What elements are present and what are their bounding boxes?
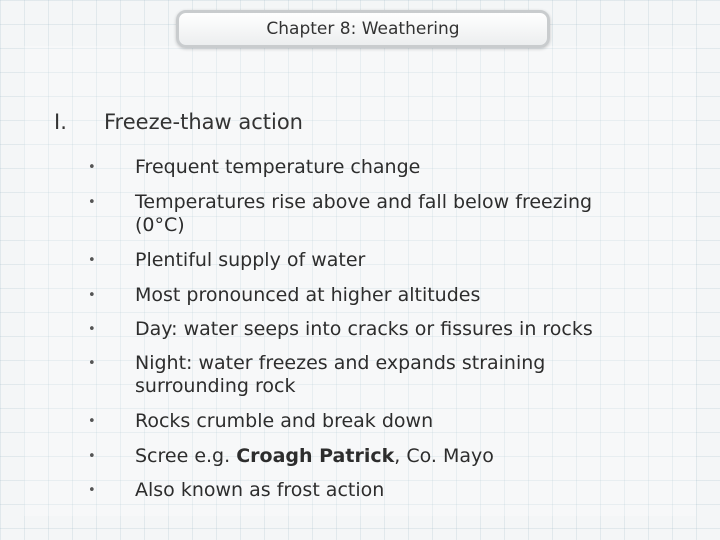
- bullet-icon: •: [88, 414, 96, 429]
- section-heading: Freeze-thaw action: [104, 110, 303, 134]
- bullet-text-prefix: Scree e.g.: [135, 445, 237, 467]
- title-bar: [176, 10, 550, 48]
- bullet-text: Rocks crumble and break down: [135, 410, 434, 432]
- slide-title: Chapter 8: Weathering: [266, 19, 460, 39]
- section-number: I.: [54, 110, 67, 134]
- bullet-text: [135, 445, 635, 468]
- place-name: Croagh Patrick: [236, 445, 395, 467]
- bullet-text: Frequent temperature change: [135, 156, 421, 178]
- bullet-text: Also known as frost action: [135, 479, 385, 501]
- bullet-text: Temperatures rise above and fall below freezing (0°C): [135, 191, 593, 236]
- bullet-icon: •: [88, 288, 96, 303]
- bullet-text: Day: water seeps into cracks or fissures in rocks: [135, 318, 593, 340]
- bullet-text: Night: water freezes and expands straining surrounding rock: [135, 352, 546, 397]
- bullet-icon: •: [88, 483, 96, 498]
- bullet-text: Most pronounced at higher altitudes: [135, 284, 481, 306]
- bullet-icon: •: [88, 195, 96, 210]
- bullet-icon: •: [88, 253, 96, 268]
- bullet-text: Plentiful supply of water: [135, 249, 366, 271]
- bullet-text-suffix: , Co. Mayo: [394, 445, 494, 467]
- bullet-icon: •: [88, 449, 96, 464]
- bullet-icon: •: [88, 160, 96, 175]
- bullet-icon: •: [88, 356, 96, 371]
- bullet-icon: •: [88, 322, 96, 337]
